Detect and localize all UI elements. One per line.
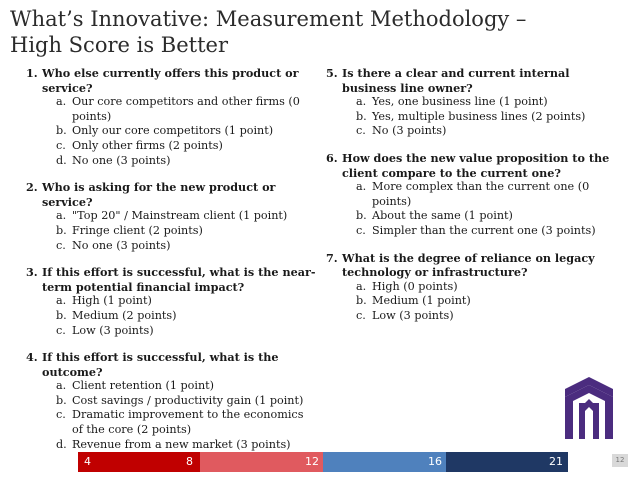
option-item [26,309,316,324]
question-number: 4. [26,350,38,365]
question-text: If this effort is successful, what is the outcome? [42,350,279,379]
option-item [326,309,626,324]
option-letter: d. [56,153,67,167]
question-6 [326,151,626,239]
option-letter: a. [356,279,367,293]
questions-right-column [326,66,626,336]
option-letter: b. [356,209,367,223]
option-text: No (3 points) [372,124,447,138]
option-letter: b. [356,109,367,123]
option-letter: c. [356,308,366,322]
option-letter: c. [56,408,66,422]
option-text: Low (3 points) [372,308,454,322]
option-item [26,154,316,169]
option-item [326,209,626,224]
option-letter: a. [56,209,67,223]
option-letter: b. [56,124,67,138]
option-text: Medium (1 point) [372,294,471,308]
question-number: 3. [26,265,38,280]
option-item [326,180,626,209]
question-number: 5. [326,66,338,80]
option-letter: b. [56,308,67,322]
option-letter: c. [56,138,66,152]
option-item [26,379,316,394]
option-item [326,95,626,110]
questions-left-column [26,66,316,464]
scale-label: 4 [84,455,91,468]
question-3 [26,265,316,338]
option-letter: c. [356,124,366,138]
question-7 [326,251,626,324]
question-4 [26,350,316,452]
option-item [26,95,316,124]
option-item [26,224,316,239]
option-text: Dramatic improvement to the economics of the core (2 points) [72,408,304,437]
option-item [26,324,316,339]
option-text: Revenue from a new market (3 points) [72,437,291,451]
option-item [26,124,316,139]
scale-segment-light-red [200,452,323,472]
question-5 [326,66,626,139]
option-letter: a. [56,294,67,308]
option-text: High (0 points) [372,279,458,293]
option-text: High (1 point) [72,294,152,308]
option-text: Yes, one business line (1 point) [372,95,548,109]
option-text: About the same (1 point) [372,209,513,223]
option-item [26,438,316,453]
option-item [326,280,626,295]
option-text: Only other firms (2 points) [72,138,223,152]
option-item [26,394,316,409]
option-text: Our core competitors and other firms (0 points) [72,95,300,123]
option-text: Fringe client (2 points) [72,223,203,237]
option-letter: b. [56,223,67,237]
option-text: Cost savings / productivity gain (1 point) [72,393,304,407]
question-text: Who else currently offers this product or service? [42,66,299,95]
scale-segment-red [78,452,200,472]
question-1 [26,66,316,168]
option-letter: a. [56,95,67,109]
option-letter: d. [56,437,67,451]
option-item [326,110,626,125]
option-item [26,408,316,437]
option-text: No one (3 points) [72,238,171,252]
scale-label: 8 [186,455,193,468]
purple-building-logo-icon [565,377,613,439]
option-text: Simpler than the current one (3 points) [372,223,596,237]
scale-segment-navy [446,452,568,472]
option-letter: a. [356,95,367,109]
question-text: How does the new value proposition to the client compare to the current one? [342,150,610,180]
option-letter: c. [356,223,366,237]
question-text: What is the degree of reliance on legacy technology or infrastructure? [342,250,595,280]
option-letter: c. [56,323,66,337]
question-number: 1. [26,66,38,80]
page-number: 12 [612,454,628,467]
option-text: Yes, multiple business lines (2 points) [372,109,586,123]
option-item [26,209,316,224]
option-item [326,224,626,239]
option-letter: b. [356,294,367,308]
option-item [326,294,626,309]
slide-title [10,6,530,58]
question-2 [26,180,316,253]
option-text: More complex than the current one (0 points) [372,180,590,208]
question-number: 7. [326,250,338,265]
option-text: Only our core competitors (1 point) [72,124,274,138]
option-letter: a. [56,379,67,393]
option-letter: b. [56,393,67,407]
slide-title-line-1: What’s Innovative: Measurement Methodology – [10,7,527,31]
question-number: 2. [26,180,38,195]
option-text: "Top 20" / Mainstream client (1 point) [72,209,288,223]
option-text: No one (3 points) [72,153,171,167]
scale-label: 12 [305,455,319,468]
option-item [326,124,626,139]
option-text: Medium (2 points) [72,308,177,322]
option-item [26,294,316,309]
option-letter: a. [356,180,367,194]
option-item [26,239,316,254]
question-text: Is there a clear and current internal business line owner? [342,66,570,95]
option-text: Client retention (1 point) [72,379,215,393]
option-item [26,139,316,154]
question-number: 6. [326,150,338,165]
score-scale-bar [78,452,568,472]
option-text: Low (3 points) [72,323,154,337]
slide-title-line-2: High Score is Better [10,33,228,57]
scale-label: 16 [428,455,442,468]
scale-label: 21 [549,455,563,468]
question-text: If this effort is successful, what is the near-term potential financial impact? [42,265,316,294]
option-letter: c. [56,238,66,252]
question-text: Who is asking for the new product or service? [42,180,276,209]
scale-segment-blue [323,452,446,472]
